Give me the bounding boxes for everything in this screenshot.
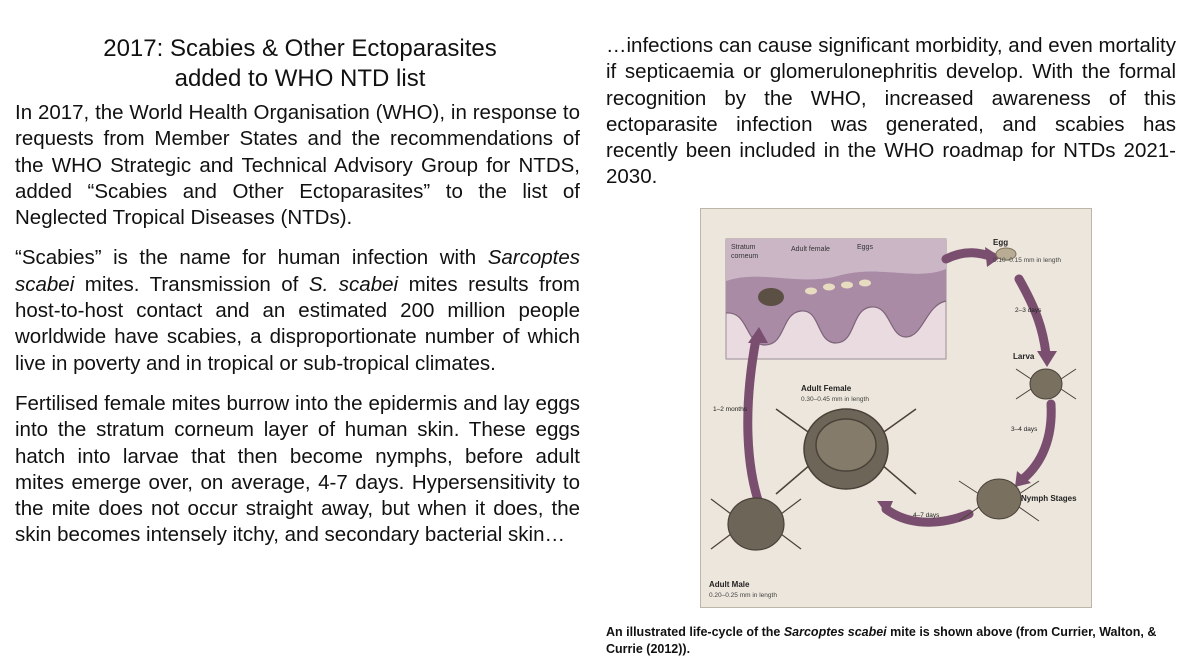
label-4-7-days: 4–7 days <box>913 512 940 519</box>
adult-male-stage <box>711 498 801 550</box>
life-cycle-illustration <box>700 208 1092 608</box>
adult-female-stage <box>776 409 916 494</box>
label-larva: Larva <box>1013 352 1035 361</box>
paragraph-morbidity: …infections can cause significant morbidity, and even mortality if septicaemia or glomerulonephritis develop. With the formal recognition by the WHO, increased awareness of this ectoparasite infection was generated, and scabies has recently been included in the WHO roadmap for NTDs 2021-2030. <box>606 34 1176 189</box>
species-name: Sarcoptes scabei <box>15 246 580 296</box>
life-cycle-diagram <box>701 209 1091 607</box>
paragraph-life-cycle: Fertilised female mites burrow into the epidermis and lay eggs into the stratum corneum layer of human skin. These eggs hatch into larvae that then become nymphs, before adult mites emerge over, on average, 4-7 days. Hypersensitivity to the mite does not occur straight away, but when it does, the skin becomes intensely itchy, and secondary bacterial skin… <box>15 391 580 547</box>
title-line-1: 2017: Scabies & Other Ectoparasites <box>103 35 497 62</box>
paragraph-who-2017: In 2017, the World Health Organisation (WHO), in response to requests from Member States and the recommendations of the WHO Strategic and Technical Advisory Group for NTDS, added “Scabies and Other Ectoparasites” to the list of Neglected Tropical Diseases (NTDs). <box>15 101 580 230</box>
title-line-2: added to WHO NTD list <box>174 65 426 92</box>
egg-in-burrow <box>805 288 817 295</box>
species-abbrev: S. scabei <box>308 272 399 296</box>
label-adult-male-size: 0.20–0.25 mm in length <box>709 592 777 599</box>
label-stratum: Stratum <box>731 244 756 251</box>
caption-text-c: mite is shown above (from Currier, Walton, & Currie (2012)). <box>606 625 1157 656</box>
label-egg-size: 0.10–0.15 mm in length <box>993 257 1061 264</box>
label-2-3-days: 2–3 days <box>1015 307 1042 314</box>
label-eggs: Eggs <box>857 244 873 251</box>
egg-in-burrow <box>859 280 871 287</box>
label-adult-female: Adult Female <box>801 384 852 393</box>
label-egg: Egg <box>993 238 1009 247</box>
para2-text-a: “Scabies” is the name for human infection with <box>15 246 488 270</box>
left-text-column <box>15 100 580 563</box>
egg-in-burrow <box>841 282 853 289</box>
label-adult-male: Adult Male <box>709 580 750 589</box>
right-text-column <box>606 33 1176 205</box>
larva-stage <box>1016 369 1076 399</box>
paragraph-scabies-definition <box>15 245 580 376</box>
para2-text-e: mites results from host-to-host contact and an estimated 200 million people worldwide have scabies, a disproportionate number of which live in poverty and in tropical or sub-tropical climates. <box>15 272 580 375</box>
label-adult-female-size: 0.30–0.45 mm in length <box>801 396 869 403</box>
label-adult-female-small: Adult female <box>791 246 830 253</box>
label-corneum: corneum <box>731 253 759 260</box>
burrowing-female-mite <box>758 288 784 306</box>
caption-text-a: An illustrated life-cycle of the <box>606 625 784 639</box>
slide-title <box>40 34 560 94</box>
label-1-2-months: 1–2 months <box>713 406 747 413</box>
figure-caption <box>606 624 1186 658</box>
para2-text-c: mites. Transmission of <box>74 272 309 296</box>
egg-in-burrow <box>823 284 835 291</box>
caption-species: Sarcoptes scabei <box>783 625 887 639</box>
label-3-4-days: 3–4 days <box>1011 426 1038 433</box>
label-nymph: Nymph Stages <box>1021 494 1077 503</box>
